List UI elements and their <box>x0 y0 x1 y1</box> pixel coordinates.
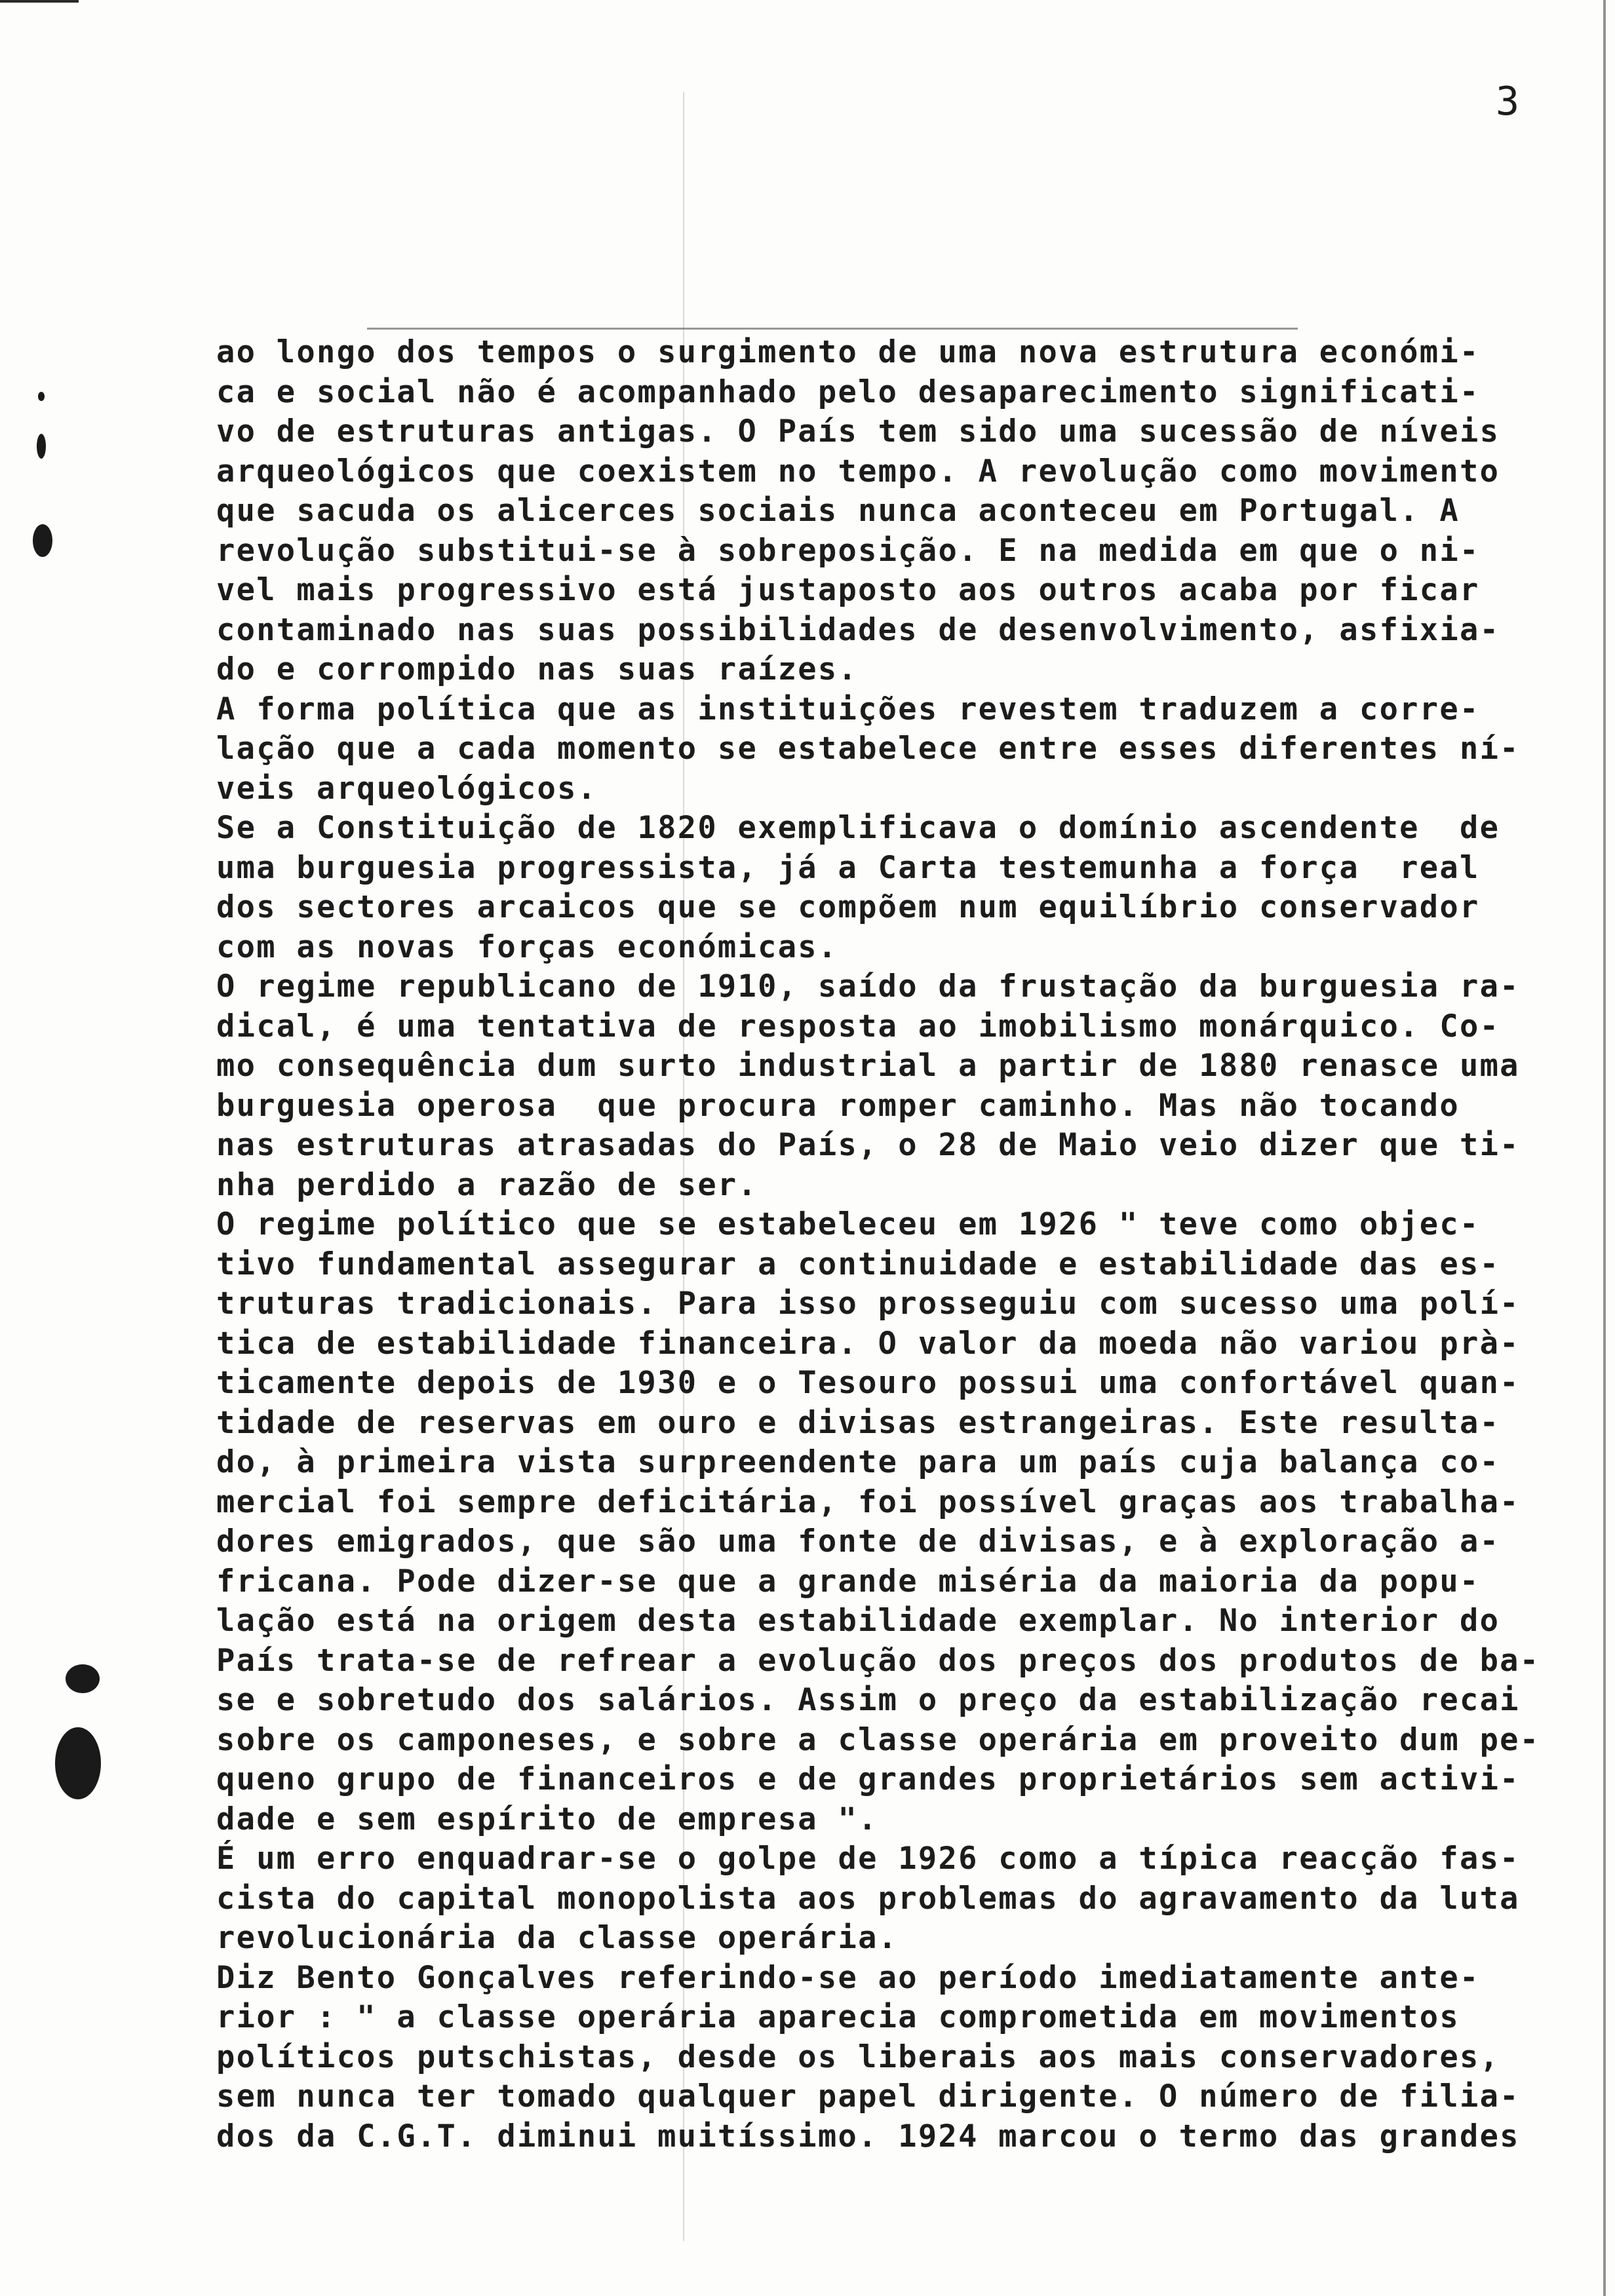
page-number: 3 <box>1496 79 1520 124</box>
text-line: lação está na origem desta estabilidade exemplar. No interior do <box>216 1603 1500 1639</box>
text-line: Diz Bento Gonçalves referindo-se ao período imediatamente ante- <box>216 1959 1480 1996</box>
text-line: dos sectores arcaicos que se compõem num equilíbrio conservador <box>216 889 1480 925</box>
text-line: contaminado nas suas possibilidades de desenvolvimento, asfixia- <box>216 611 1500 648</box>
text-line: dical, é uma tentativa de resposta ao imobilismo monárquico. Co- <box>216 1008 1500 1044</box>
text-line: revolução substitui-se à sobreposição. E na medida em que o ni- <box>216 532 1480 569</box>
text-line: vo de estruturas antigas. O País tem sido uma sucessão de níveis <box>216 413 1500 450</box>
text-line: ao longo dos tempos o surgimento de uma nova estrutura económi- <box>216 334 1480 370</box>
text-line: se e sobretudo dos salários. Assim o preço da estabilização recai <box>216 1682 1520 1718</box>
scan-edge-mark <box>0 0 79 3</box>
binder-mark-1 <box>38 392 45 401</box>
text-line: do, à primeira vista surpreendente para um país cuja balança co- <box>216 1444 1500 1480</box>
text-line: O regime republicano de 1910, saído da frustação da burguesia ra- <box>216 968 1520 1004</box>
text-line: A forma política que as instituições revestem traduzem a corre- <box>216 691 1480 727</box>
text-line: dade e sem espírito de empresa ". <box>216 1801 878 1837</box>
text-line: nas estruturas atrasadas do País, o 28 de Maio veio dizer que ti- <box>216 1127 1520 1163</box>
binder-hole-lower-1 <box>66 1664 100 1693</box>
text-line: truturas tradicionais. Para isso prosseguiu com sucesso uma polí- <box>216 1286 1520 1322</box>
text-line: arqueológicos que coexistem no tempo. A revolução como movimento <box>216 453 1500 489</box>
text-line: veis arqueológicos. <box>216 770 598 807</box>
binder-mark-2 <box>37 434 46 459</box>
text-line: dores emigrados, que são uma fonte de divisas, e à exploração a- <box>216 1523 1500 1559</box>
text-line: com as novas forças económicas. <box>216 928 838 965</box>
text-line: O regime político que se estabeleceu em 1926 " teve como objec- <box>216 1206 1480 1242</box>
text-line: do e corrompido nas suas raízes. <box>216 651 859 687</box>
text-line: revolucionária da classe operária. <box>216 1920 899 1956</box>
text-line: lação que a cada momento se estabelece entre esses diferentes ní- <box>216 731 1520 767</box>
text-line: ca e social não é acompanhado pelo desaparecimento significati- <box>216 373 1480 410</box>
text-line: sem nunca ter tomado qualquer papel dirigente. O número de filia- <box>216 2078 1520 2114</box>
text-line: nha perdido a razão de ser. <box>216 1166 758 1203</box>
page-edge-shadow <box>1603 0 1606 2296</box>
text-line: uma burguesia progressista, já a Carta testemunha a força real <box>216 849 1480 886</box>
text-line: sobre os camponeses, e sobre a classe operária em proveito dum pe- <box>216 1721 1540 1758</box>
text-line: queno grupo de financeiros e de grandes proprietários sem activi- <box>216 1761 1520 1797</box>
text-line: rior : " a classe operária aparecia comprometida em movimentos <box>216 1999 1460 2035</box>
body-text <box>216 333 1560 2156</box>
text-line: cista do capital monopolista aos problemas do agravamento da luta <box>216 1880 1520 1917</box>
text-line: ticamente depois de 1930 e o Tesouro possui uma confortável quan- <box>216 1365 1520 1401</box>
text-line: Se a Constituição de 1820 exemplificava o domínio ascendente de <box>216 810 1500 846</box>
text-line: mo consequência dum surto industrial a partir de 1880 renasce uma <box>216 1048 1520 1084</box>
text-line: mercial foi sempre deficitária, foi possível graças aos trabalha- <box>216 1483 1520 1520</box>
text-line: políticos putschistas, desde os liberais aos mais conservadores, <box>216 2038 1500 2075</box>
text-line: País trata-se de refrear a evolução dos preços dos produtos de ba- <box>216 1642 1540 1679</box>
text-line: vel mais progressivo está justaposto aos outros acaba por ficar <box>216 572 1480 608</box>
text-line: fricana. Pode dizer-se que a grande miséria da maioria da popu- <box>216 1563 1480 1599</box>
text-line: tidade de reservas em ouro e divisas estrangeiras. Este resulta- <box>216 1404 1500 1441</box>
text-line: que sacuda os alicerces sociais nunca aconteceu em Portugal. A <box>216 493 1460 529</box>
text-line: É um erro enquadrar-se o golpe de 1926 como a típica reacção fas- <box>216 1841 1520 1877</box>
binder-mark-3 <box>33 524 52 557</box>
text-line: tica de estabilidade financeira. O valor da moeda não variou prà- <box>216 1325 1520 1362</box>
text-line: dos da C.G.T. diminui muitíssimo. 1924 marcou o termo das grandes <box>216 2118 1520 2154</box>
binder-hole-lower-2 <box>55 1727 101 1799</box>
faint-top-rule <box>367 328 1298 330</box>
text-line: tivo fundamental assegurar a continuidade e estabilidade das es- <box>216 1246 1500 1282</box>
text-line: burguesia operosa que procura romper caminho. Mas não tocando <box>216 1087 1460 1124</box>
